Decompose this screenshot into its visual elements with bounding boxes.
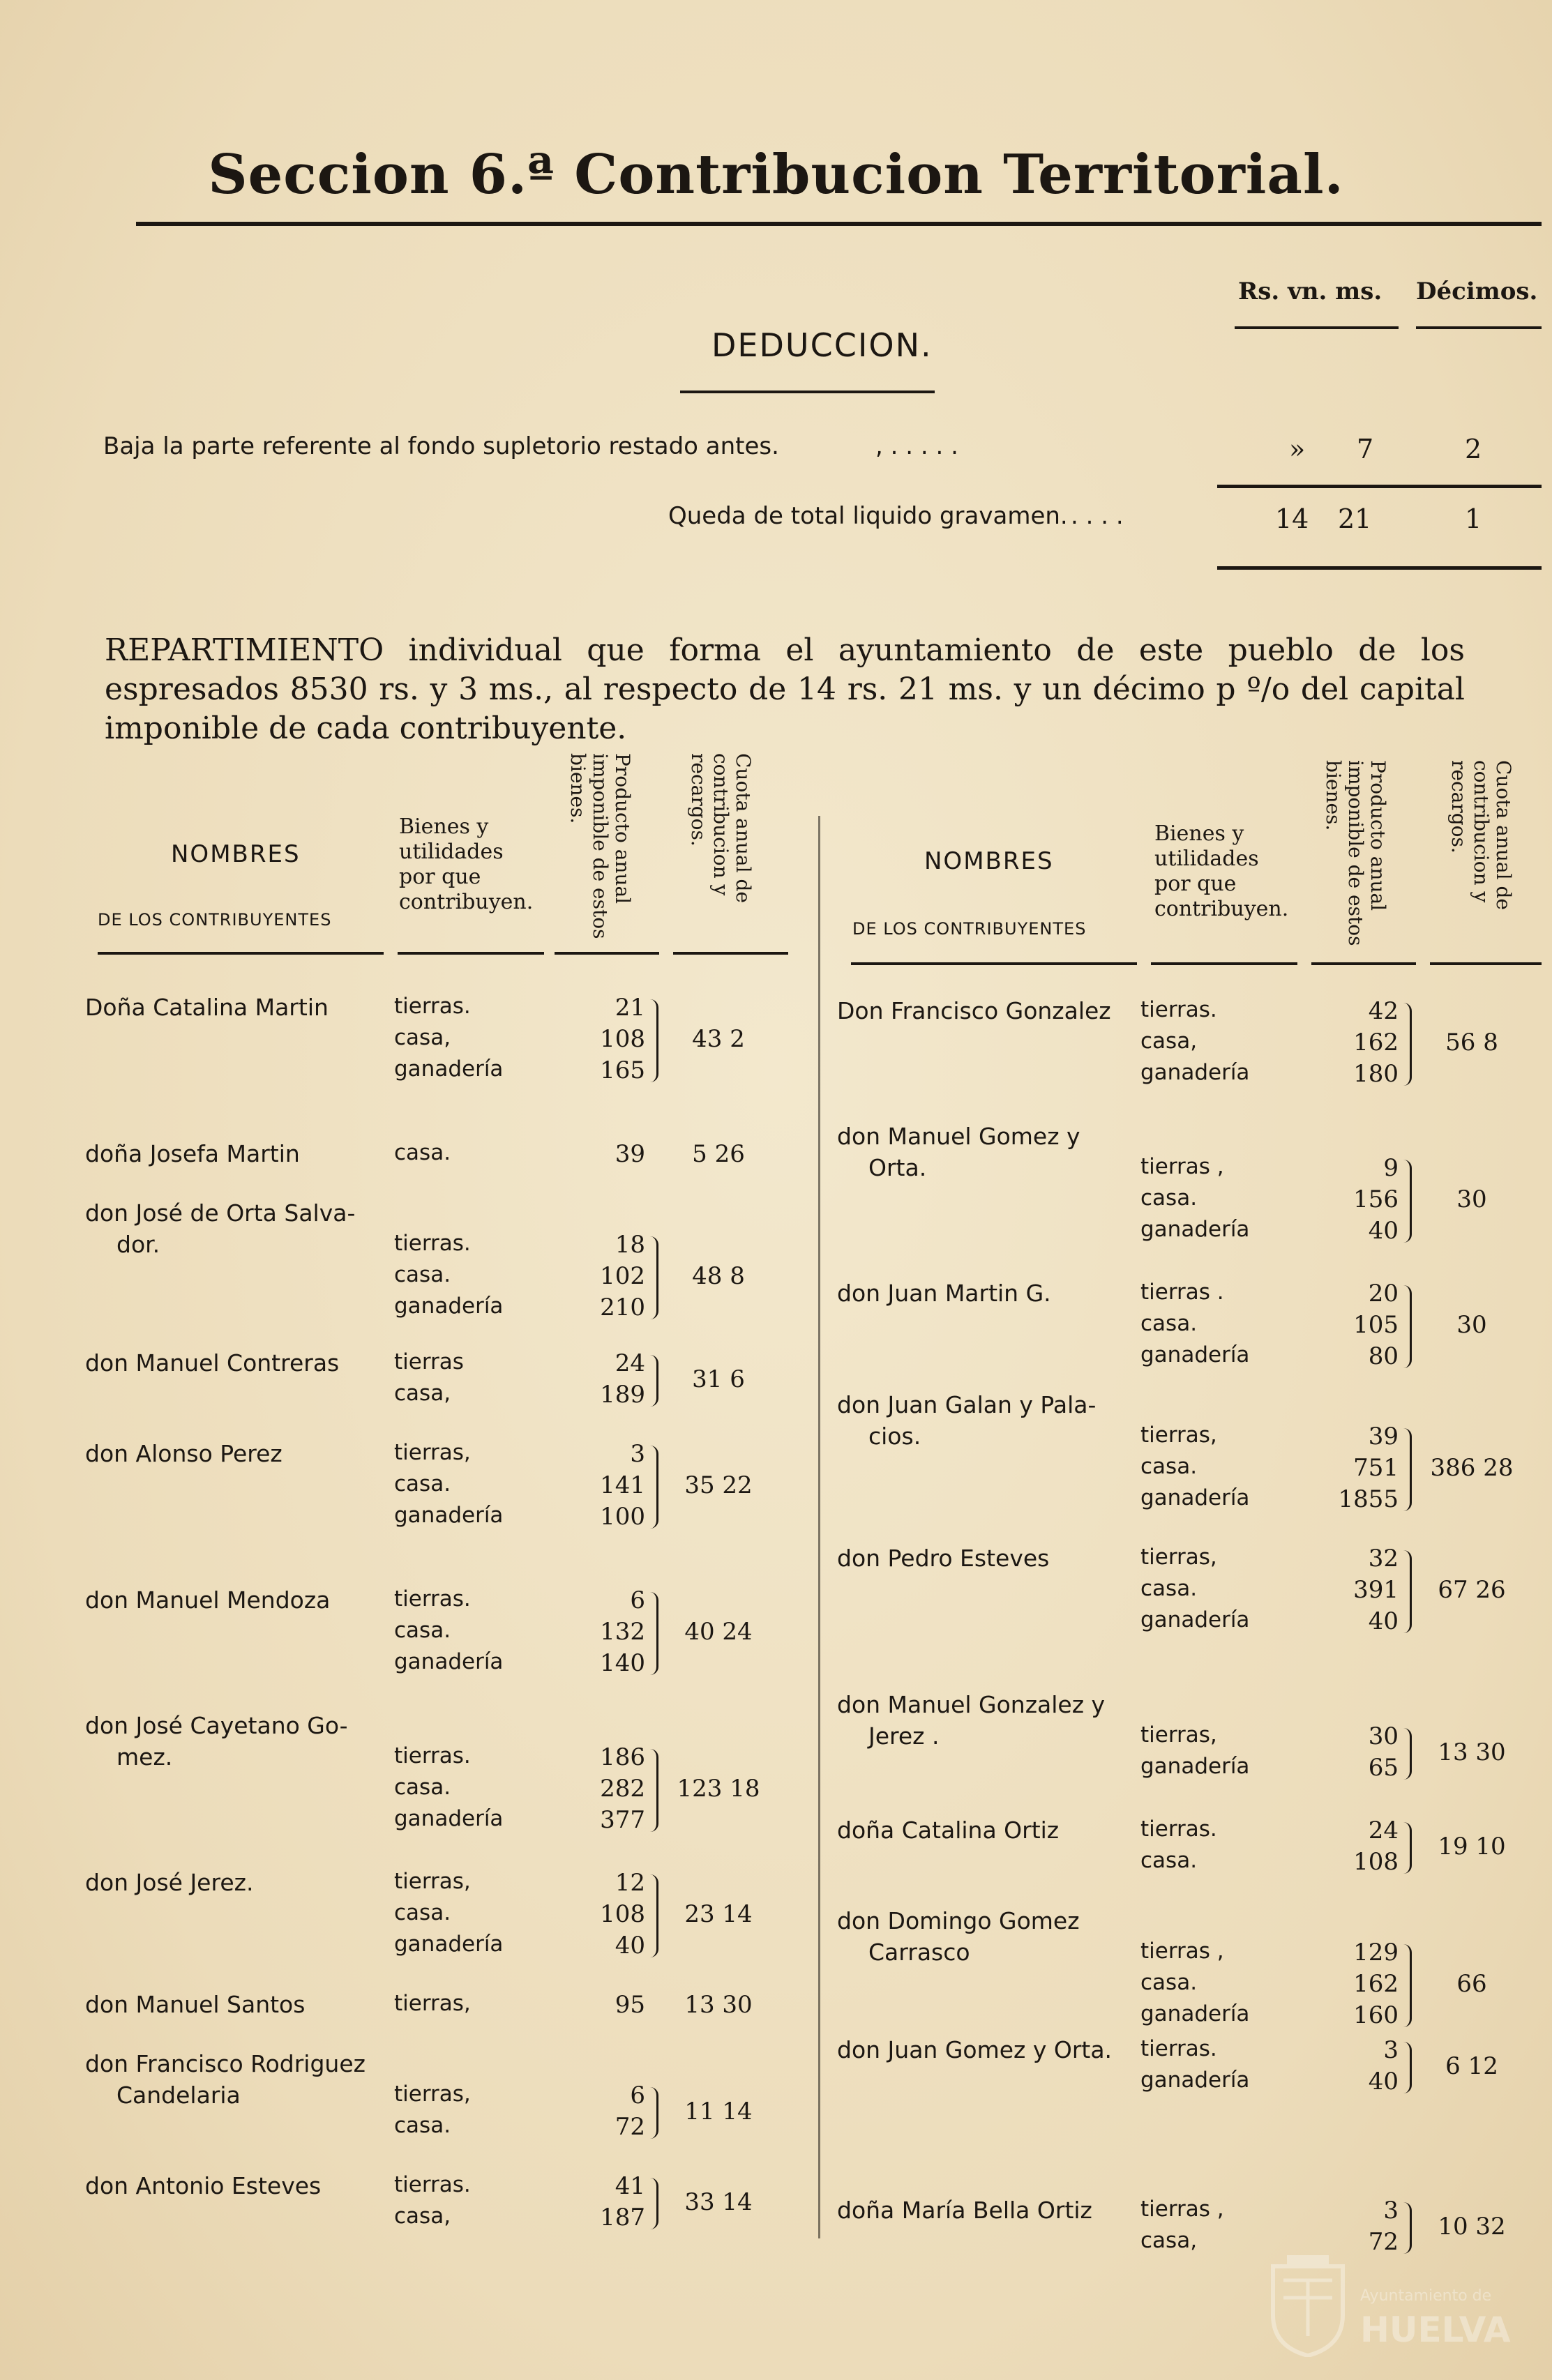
producto-value: 3 <box>630 1440 645 1468</box>
producto-value: 41 <box>615 2172 645 2200</box>
brace <box>649 1355 658 1407</box>
contributor-name: don Juan Martin G. <box>837 1280 1051 1307</box>
bien-type: ganadería <box>394 1649 504 1674</box>
bien-type: tierras , <box>1140 1154 1224 1179</box>
cuota-value: 6 12 <box>1445 2052 1498 2080</box>
col-rule <box>555 952 659 955</box>
bien-type: tierras. <box>394 994 471 1019</box>
producto-value: 105 <box>1353 1311 1399 1339</box>
producto-value: 108 <box>600 1025 645 1053</box>
col-nombres-left: NOMBRES <box>171 840 301 868</box>
bien-type: tierras. <box>394 2172 471 2197</box>
producto-value: 141 <box>600 1471 645 1499</box>
producto-value: 18 <box>615 1231 645 1259</box>
producto-value: 40 <box>1368 2068 1399 2095</box>
col-rule <box>1430 962 1542 965</box>
producto-value: 189 <box>600 1381 645 1409</box>
bien-type: casa. <box>394 2113 451 2138</box>
cuota-value: 23 14 <box>684 1900 753 1928</box>
cuota-value: 13 30 <box>1438 1738 1506 1766</box>
bien-type: casa. <box>394 1471 451 1496</box>
producto-value: 140 <box>600 1649 645 1677</box>
bien-type: ganadería <box>1140 1485 1250 1510</box>
contributor-name: don Manuel Santos <box>85 1991 306 2018</box>
producto-value: 1855 <box>1338 1485 1399 1513</box>
contributor-name: don Manuel Contreras <box>85 1349 340 1377</box>
contributor-name: don José Jerez. <box>85 1869 254 1896</box>
header-underline <box>1416 326 1542 329</box>
bien-type: ganadería <box>1140 2001 1250 2026</box>
col-rule <box>98 952 384 955</box>
contributor-name: Carrasco <box>868 1939 970 1966</box>
bien-type: casa. <box>1140 1454 1198 1479</box>
producto-value: 40 <box>1368 1217 1399 1245</box>
contributor-name: don Alonso Perez <box>85 1440 282 1467</box>
brace <box>649 1236 658 1319</box>
bien-type: ganadería <box>394 1806 504 1831</box>
contributor-name: doña Josefa Martin <box>85 1140 300 1167</box>
producto-value: 391 <box>1353 1576 1399 1604</box>
bien-type: tierras. <box>394 1586 471 1612</box>
contributor-name: doña Catalina Ortiz <box>837 1817 1060 1844</box>
producto-value: 3 <box>1383 2036 1399 2064</box>
producto-value: 282 <box>600 1775 645 1803</box>
cuota-value: 123 18 <box>677 1775 760 1803</box>
producto-value: 100 <box>600 1503 645 1531</box>
bien-type: casa. <box>394 1140 451 1165</box>
header-underline <box>1235 326 1399 329</box>
bien-type: ganadería <box>394 1056 504 1082</box>
deduccion-line1-decimos: 2 <box>1465 434 1482 464</box>
bien-type: tierras, <box>394 1440 471 1465</box>
contributor-name: doña María Bella Ortiz <box>837 2197 1092 2224</box>
deduccion-line2-dots: . . . . <box>1071 502 1124 530</box>
bien-type: tierras. <box>394 1231 471 1256</box>
producto-value: 129 <box>1353 1939 1399 1966</box>
brace <box>1403 1003 1412 1086</box>
bien-type: tierras <box>394 1349 464 1374</box>
brace <box>649 2178 658 2229</box>
bien-type: ganadería <box>394 1294 504 1319</box>
producto-value: 377 <box>600 1806 645 1834</box>
bien-type: casa. <box>394 1618 451 1643</box>
watermark-line2: HUELVA <box>1360 2310 1511 2350</box>
producto-value: 80 <box>1368 1342 1399 1370</box>
bien-type: casa, <box>1140 1029 1198 1054</box>
brace <box>1403 1285 1412 1368</box>
deduccion-line1-ms: 7 <box>1357 434 1374 464</box>
producto-value: 186 <box>600 1743 645 1771</box>
contributor-name: Jerez . <box>868 1722 940 1750</box>
col-cuota-right: Cuota anual de contribucion y recargos. <box>1447 760 1515 910</box>
bien-type: casa. <box>394 1900 451 1925</box>
cuota-value: 386 28 <box>1430 1454 1514 1482</box>
producto-value: 9 <box>1383 1154 1399 1182</box>
cuota-value: 67 26 <box>1438 1576 1506 1604</box>
producto-value: 24 <box>615 1349 645 1377</box>
bien-type: ganadería <box>1140 1060 1250 1085</box>
producto-value: 751 <box>1353 1454 1399 1482</box>
producto-value: 3 <box>1383 2197 1399 2224</box>
bien-type: tierras, <box>1140 1722 1217 1748</box>
contributor-name: don José Cayetano Go- <box>85 1712 348 1739</box>
col-bienes-left: Bienes y utilidades por que contribuyen. <box>399 814 534 914</box>
brace <box>1403 1822 1412 1874</box>
producto-value: 165 <box>600 1056 645 1084</box>
producto-value: 162 <box>1353 1029 1399 1056</box>
brace <box>649 1446 658 1529</box>
cuota-value: 10 32 <box>1438 2212 1506 2241</box>
bien-type: casa, <box>394 2204 451 2229</box>
contributor-name: don Pedro Esteves <box>837 1545 1050 1572</box>
header-rs-vn-ms: Rs. vn. ms. <box>1238 278 1383 305</box>
deduccion-line1-dots: , . . . . . <box>875 432 958 460</box>
producto-value: 24 <box>1368 1817 1399 1844</box>
bien-type: tierras , <box>1140 1939 1224 1964</box>
col-nombres-right: NOMBRES <box>924 847 1054 875</box>
bien-type: ganadería <box>1140 1342 1250 1367</box>
bien-type: tierras. <box>1140 997 1217 1022</box>
contributor-name: mez. <box>116 1743 173 1771</box>
producto-value: 95 <box>615 1991 645 2019</box>
contributor-name: cios. <box>868 1423 921 1450</box>
deduccion-line2: Queda de total liquido gravamen. <box>668 502 1068 530</box>
producto-value: 72 <box>615 2113 645 2141</box>
bien-type: ganadería <box>394 1503 504 1528</box>
producto-value: 39 <box>615 1140 645 1168</box>
cuota-value: 40 24 <box>684 1618 753 1646</box>
cuota-value: 56 8 <box>1445 1029 1498 1056</box>
col-contribuyentes-left: DE LOS CONTRIBUYENTES <box>98 910 332 930</box>
brace <box>649 2087 658 2139</box>
producto-value: 65 <box>1368 1754 1399 1782</box>
producto-value: 210 <box>600 1294 645 1321</box>
cuota-value: 31 6 <box>692 1365 745 1393</box>
producto-value: 6 <box>630 2082 645 2109</box>
producto-value: 108 <box>1353 1848 1399 1876</box>
contributor-name: don Manuel Gonzalez y <box>837 1691 1106 1718</box>
bien-type: casa. <box>1140 1848 1198 1873</box>
bien-type: casa. <box>1140 1185 1198 1211</box>
brace <box>1403 1160 1412 1243</box>
contributor-name: don Manuel Mendoza <box>85 1586 331 1614</box>
brace <box>649 999 658 1082</box>
header-decimos: Décimos. <box>1416 278 1538 305</box>
contributor-name: don José de Orta Salva- <box>85 1199 356 1227</box>
contributor-name: don Domingo Gomez <box>837 1907 1080 1934</box>
col-rule <box>1311 962 1416 965</box>
col-producto-left: Producto anual imponible de estos bienes. <box>566 753 634 939</box>
cuota-value: 33 14 <box>684 2188 753 2216</box>
bien-type: tierras, <box>394 1991 471 2016</box>
contributor-name: Candelaria <box>116 2082 241 2109</box>
producto-value: 187 <box>600 2204 645 2231</box>
brace <box>1403 2202 1412 2254</box>
intro-paragraph: REPARTIMIENTO individual que forma el ayuntamiento de este pueblo de los espresados 8530 rs. y 3 ms., al respecto de 14 rs. 21 ms. y un décimo p º/o del capital imponible de cada contribuyente. <box>105 632 1465 746</box>
bien-type: casa. <box>1140 1970 1198 1995</box>
deduccion-total-rule <box>1217 566 1542 570</box>
contributor-name: Doña Catalina Martin <box>85 994 329 1021</box>
col-cuota-left: Cuota anual de contribucion y recargos. <box>687 753 755 903</box>
bien-type: ganadería <box>1140 2068 1250 2093</box>
deduccion-line1: Baja la parte referente al fondo supletorio restado antes. <box>103 432 779 460</box>
brace <box>1403 1428 1412 1511</box>
bien-type: ganadería <box>394 1932 504 1957</box>
brace <box>649 1592 658 1675</box>
deduccion-heading: DEDUCCION. <box>711 326 933 364</box>
bien-type: ganadería <box>1140 1607 1250 1632</box>
col-bienes-right: Bienes y utilidades por que contribuyen. <box>1154 821 1289 921</box>
bien-type: casa, <box>394 1381 451 1406</box>
bien-type: casa, <box>394 1025 451 1050</box>
huelva-watermark <box>1266 2252 1511 2364</box>
producto-value: 160 <box>1353 2001 1399 2029</box>
page-title: Seccion 6.ª Contribucion Territorial. <box>208 143 1344 206</box>
contributor-name: dor. <box>116 1231 160 1258</box>
cuota-value: 48 8 <box>692 1262 745 1290</box>
contributor-name: don Antonio Esteves <box>85 2172 322 2199</box>
shield-icon <box>1266 2252 1350 2357</box>
cuota-value: 30 <box>1456 1311 1487 1339</box>
contributor-name: Don Francisco Gonzalez <box>837 997 1111 1024</box>
col-contribuyentes-right: DE LOS CONTRIBUYENTES <box>852 919 1087 939</box>
bien-type: ganadería <box>1140 1754 1250 1779</box>
col-rule <box>851 962 1137 965</box>
producto-value: 162 <box>1353 1970 1399 1998</box>
deduccion-sum-rule <box>1217 485 1542 488</box>
contributor-name: don Juan Gomez y Orta. <box>837 2036 1113 2063</box>
title-rule <box>136 222 1542 226</box>
producto-value: 108 <box>600 1900 645 1928</box>
center-divider <box>818 816 820 2238</box>
bien-type: tierras. <box>1140 1817 1217 1842</box>
bien-type: ganadería <box>1140 1217 1250 1242</box>
col-rule <box>673 952 788 955</box>
watermark-line1: Ayuntamiento de <box>1360 2287 1492 2305</box>
producto-value: 102 <box>600 1262 645 1290</box>
producto-value: 32 <box>1368 1545 1399 1572</box>
deduccion-line2-decimos: 1 <box>1465 503 1482 534</box>
producto-value: 39 <box>1368 1423 1399 1450</box>
col-rule <box>1151 962 1297 965</box>
contributor-name: Orta. <box>868 1154 927 1181</box>
producto-value: 6 <box>630 1586 645 1614</box>
contributor-name: don Francisco Rodriguez <box>85 2050 366 2077</box>
cuota-value: 66 <box>1456 1970 1487 1998</box>
bien-type: casa, <box>1140 2228 1198 2253</box>
bien-type: casa. <box>394 1775 451 1800</box>
deduccion-line2-ms: 21 <box>1338 503 1372 534</box>
producto-value: 132 <box>600 1618 645 1646</box>
deduccion-line1-rs: » <box>1289 434 1306 464</box>
bien-type: tierras. <box>394 1743 471 1768</box>
deduccion-line2-rs: 14 <box>1275 503 1309 534</box>
producto-value: 12 <box>615 1869 645 1897</box>
col-producto-right: Producto anual imponible de estos bienes. <box>1322 760 1389 946</box>
cuota-value: 43 2 <box>692 1025 745 1053</box>
contributor-name: don Manuel Gomez y <box>837 1123 1080 1150</box>
bien-type: tierras, <box>1140 1545 1217 1570</box>
producto-value: 72 <box>1368 2228 1399 2256</box>
cuota-value: 35 22 <box>684 1471 753 1499</box>
cuota-value: 11 14 <box>684 2097 753 2125</box>
cuota-value: 5 26 <box>692 1140 745 1168</box>
producto-value: 180 <box>1353 1060 1399 1088</box>
producto-value: 40 <box>615 1932 645 1960</box>
producto-value: 156 <box>1353 1185 1399 1213</box>
brace <box>1403 1728 1412 1780</box>
cuota-value: 30 <box>1456 1185 1487 1213</box>
bien-type: casa. <box>1140 1576 1198 1601</box>
contributor-name: don Juan Galan y Pala- <box>837 1391 1097 1418</box>
producto-value: 42 <box>1368 997 1399 1025</box>
brace <box>649 1874 658 1957</box>
bien-type: tierras, <box>394 1869 471 1894</box>
col-rule <box>398 952 544 955</box>
bien-type: casa. <box>1140 1311 1198 1336</box>
producto-value: 40 <box>1368 1607 1399 1635</box>
brace <box>1403 2042 1412 2093</box>
bien-type: tierras . <box>1140 1280 1224 1305</box>
bien-type: tierras , <box>1140 2197 1224 2222</box>
producto-value: 30 <box>1368 1722 1399 1750</box>
cuota-value: 13 30 <box>684 1991 753 2019</box>
bien-type: tierras, <box>1140 1423 1217 1448</box>
bien-type: tierras. <box>1140 2036 1217 2061</box>
deduccion-underline <box>680 391 935 393</box>
producto-value: 21 <box>615 994 645 1022</box>
brace <box>1403 1944 1412 2027</box>
cuota-value: 19 10 <box>1438 1832 1506 1860</box>
brace <box>1403 1550 1412 1633</box>
bien-type: casa. <box>394 1262 451 1287</box>
bien-type: tierras, <box>394 2082 471 2107</box>
producto-value: 20 <box>1368 1280 1399 1308</box>
brace <box>649 1749 658 1832</box>
